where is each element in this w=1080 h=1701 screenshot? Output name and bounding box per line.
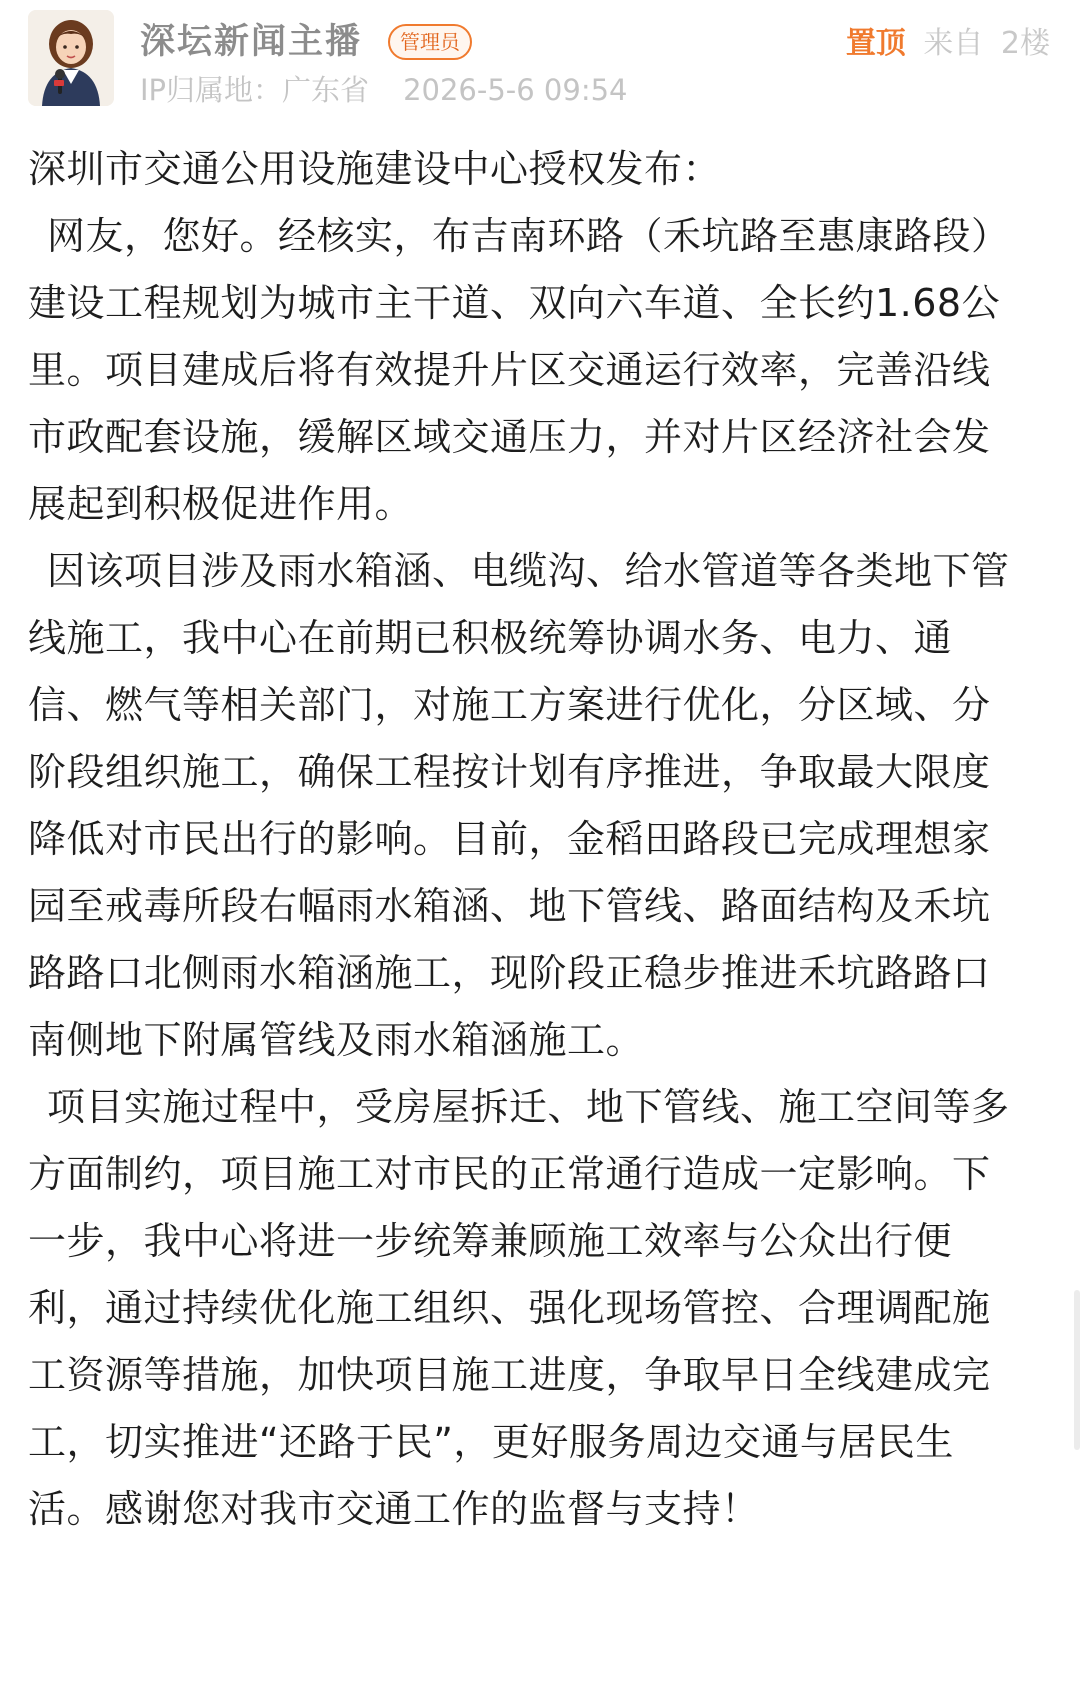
admin-badge: 管理员 — [388, 24, 472, 60]
content-paragraph: 因该项目涉及雨水箱涵、电缆沟、给水管道等各类地下管线施工，我中心在前期已积极统筹协调水务、电力、通信、燃气等相关部门，对施工方案进行优化，分区域、分阶段组织施工，确保工程按计划有序推进，争取最大限度降低对市民出行的影响。目前，金稻田路段已完成理想家园至戒毒所段右幅雨水箱涵、地下管线、路面结构及禾坑路路口北侧雨水箱涵施工，现阶段正稳步推进禾坑路路口南侧地下附属管线及雨水箱涵施工。 — [28, 549, 1010, 1062]
content-paragraph: 网友，您好。经核实，布吉南环路（禾坑路至惠康路段）建设工程规划为城市主干道、双向六车道、全长约1.68公里。项目建成后将有效提升片区交通运行效率，完善沿线市政配套设施，缓解区域交通压力，并对片区经济社会发展起到积极促进作用。 — [28, 214, 1010, 526]
ip-label: IP归属地： — [140, 73, 283, 107]
author-name[interactable]: 深坛新闻主播 — [140, 22, 363, 62]
ip-location-line — [140, 70, 628, 110]
post-time: 2026-5-6 09:54 — [403, 73, 628, 107]
scrollbar[interactable] — [1074, 1290, 1080, 1450]
content-heading: 深圳市交通公用设施建设中心授权发布： — [28, 147, 722, 191]
post-content — [28, 136, 1028, 1543]
from-label: 来自 — [923, 26, 984, 61]
post-header — [0, 0, 1080, 120]
content-paragraph: 项目实施过程中，受房屋拆迁、地下管线、施工空间等多方面制约，项目施工对市民的正常通行造成一定影响。下一步，我中心将进一步统筹兼顾施工效率与公众出行便利，通过持续优化施工组织、强化现场管控、合理调配施工资源等措施，加快项目施工进度，争取早日全线建成完工，切实推进“还路于民”，更好服务周边交通与居民生活。感谢您对我市交通工作的监督与支持！ — [28, 1085, 1010, 1531]
floor-number: 2楼 — [1000, 26, 1050, 61]
news-anchor-avatar-icon[interactable] — [28, 10, 114, 106]
post-meta — [846, 24, 1050, 64]
ip-value: 广东省 — [282, 73, 370, 107]
pinned-label: 置顶 — [845, 26, 906, 61]
